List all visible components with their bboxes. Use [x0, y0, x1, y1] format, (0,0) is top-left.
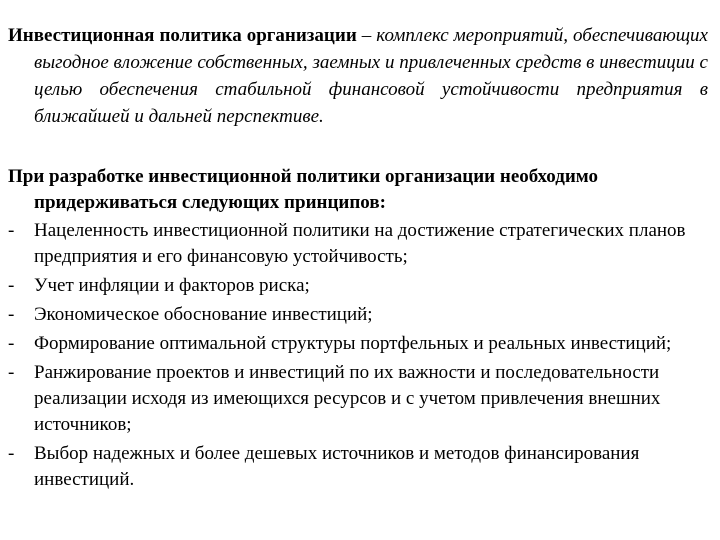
definition-paragraph — [8, 22, 708, 130]
list-item-text: Формирование оптимальной структуры портфельных и реальных инвестиций; — [34, 333, 672, 354]
list-item-text: Нацеленность инвестиционной политики на достижение стратегических планов предприятия и его финансовую устойчивость; — [34, 220, 686, 267]
list-item-text: Ранжирование проектов и инвестиций по их важности и последовательности реализации исходя из имеющихся ресурсов и с учетом привлечения внешних источников; — [34, 362, 661, 435]
principles-list — [8, 218, 714, 493]
list-item-text: Учет инфляции и факторов риска; — [34, 275, 310, 296]
list-item — [8, 273, 714, 299]
dash-bullet: - — [8, 362, 15, 383]
dash-bullet: - — [8, 220, 15, 241]
dash-bullet: - — [8, 443, 15, 464]
definition-separator: – — [356, 25, 377, 46]
dash-bullet: - — [8, 304, 15, 325]
definition-term: Инвестиционная политика организации — [8, 25, 357, 46]
list-item-text: Экономическое обоснование инвестиций; — [34, 304, 373, 325]
dash-bullet: - — [8, 275, 15, 296]
principles-intro: При разработке инвестиционной политики организации необходимо придерживаться следующих принципов: — [8, 166, 599, 213]
list-item — [8, 360, 714, 438]
list-item — [8, 218, 714, 270]
list-item — [8, 331, 714, 357]
list-item — [8, 302, 714, 328]
list-item — [8, 441, 714, 493]
list-item-text: Выбор надежных и более дешевых источников и методов финансирования инвестиций. — [34, 443, 640, 490]
definition-text: комплекс мероприятий, обеспечивающих выгодное вложение собственных, заемных и привлеченных средств в инвестиции с целью обеспечения стабильной финансовой устойчивости предприятия в ближайшей и дальней перспективе. — [34, 25, 708, 127]
dash-bullet: - — [8, 333, 15, 354]
principles-section — [8, 164, 714, 496]
